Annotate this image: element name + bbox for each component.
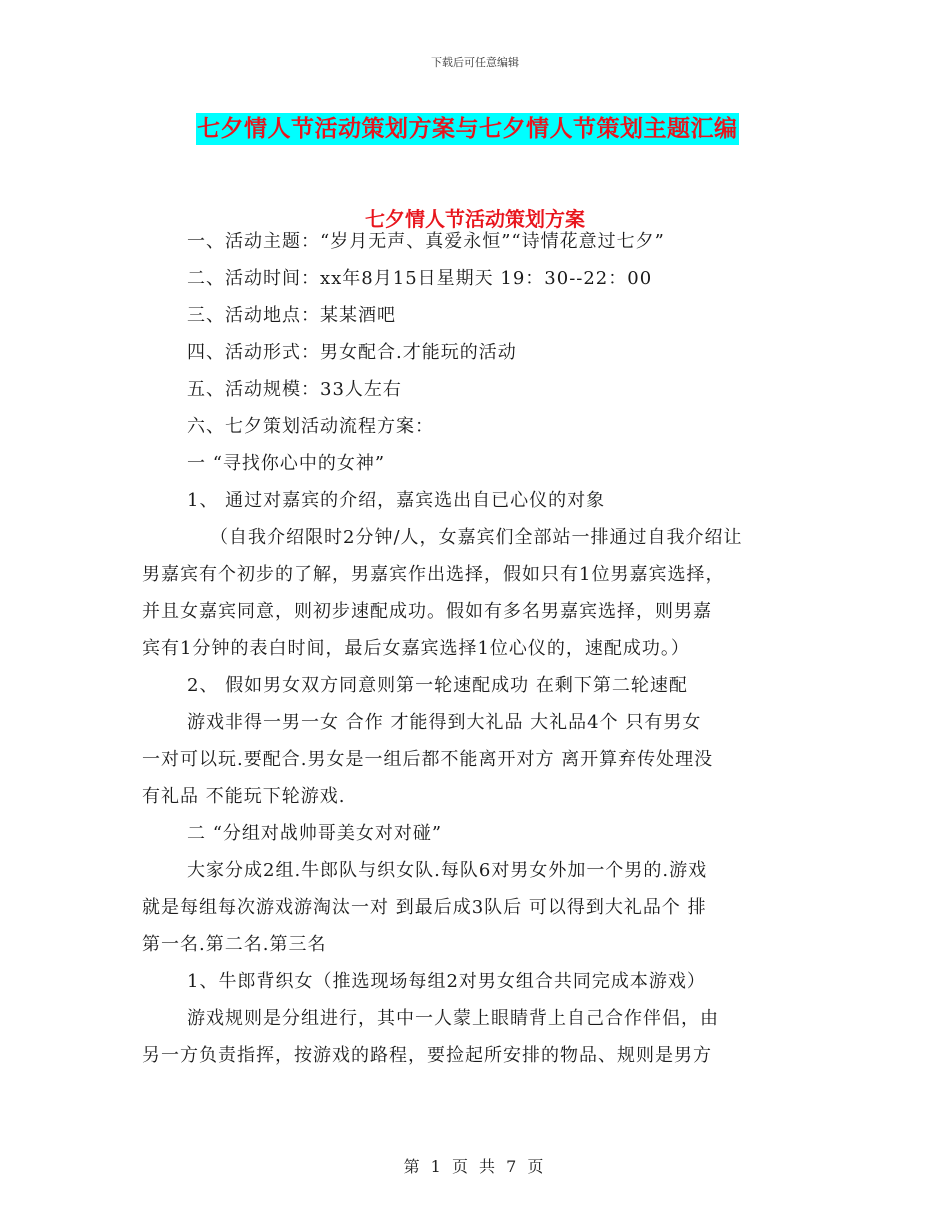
body-text xyxy=(142,223,807,1074)
header-note: 下载后可任意编辑 xyxy=(431,56,519,69)
text-line: 男嘉宾有个初步的了解，男嘉宾作出选择，假如只有1位男嘉宾选择， xyxy=(142,564,725,585)
main-title: 七夕情人节活动策划方案与七夕情人节策划主题汇编 xyxy=(196,113,739,145)
text-line: 六、七夕策划活动流程方案： xyxy=(187,416,434,437)
text-line: 另一方负责指挥，按游戏的路程，要捡起所安排的物品、规则是男方 xyxy=(142,1045,712,1066)
text-line: 大家分成2组.牛郎队与织女队.每队6对男女外加一个男的.游戏 xyxy=(187,860,708,881)
text-line: 1、 通过对嘉宾的介绍，嘉宾选出自已心仪的对象 xyxy=(187,490,606,511)
page-footer: 第 1 页 共 7 页 xyxy=(403,1157,547,1176)
section-title: 七夕情人节活动策划方案 xyxy=(365,207,585,231)
text-line: 四、活动形式：男女配合.才能玩的活动 xyxy=(187,342,517,363)
text-line: 有礼品 不能玩下轮游戏. xyxy=(142,786,346,807)
text-line: 2、 假如男女双方同意则第一轮速配成功 在剩下第二轮速配 xyxy=(187,675,688,696)
text-line: 宾有1分钟的表白时间，最后女嘉宾选择1位心仪的，速配成功。） xyxy=(142,638,690,659)
text-line: 二、活动时间：xx年8月15日星期天 19：30--22：00 xyxy=(187,268,653,289)
text-line: 并且女嘉宾同意，则初步速配成功。假如有多名男嘉宾选择，则男嘉 xyxy=(142,601,712,622)
text-line: 一、活动主题：“岁月无声、真爱永恒”“诗情花意过七夕” xyxy=(187,231,665,252)
text-line: 就是每组每次游戏游淘汰一对 到最后成3队后 可以得到大礼品个 排 xyxy=(142,897,707,918)
text-line: 1、牛郎背织女（推选现场每组2对男女组合共同完成本游戏） xyxy=(187,971,706,992)
text-line: （自我介绍限时2分钟/人，女嘉宾们全部站一排通过自我介绍让 xyxy=(210,527,743,548)
text-line: 第一名.第二名.第三名 xyxy=(142,934,327,955)
text-line: 二 “分组对战帅哥美女对对碰” xyxy=(187,823,443,844)
text-line: 一对可以玩.要配合.男女是一组后都不能离开对方 离开算弃传处理没 xyxy=(142,749,714,770)
text-line: 五、活动规模：33人左右 xyxy=(187,379,402,400)
text-line: 游戏规则是分组进行，其中一人蒙上眼睛背上自己合作伴侣，由 xyxy=(187,1008,719,1029)
text-line: 游戏非得一男一女 合作 才能得到大礼品 大礼品4个 只有男女 xyxy=(187,712,702,733)
text-line: 一 “寻找你心中的女神” xyxy=(187,453,386,474)
text-line: 三、活动地点：某某酒吧 xyxy=(187,305,396,326)
